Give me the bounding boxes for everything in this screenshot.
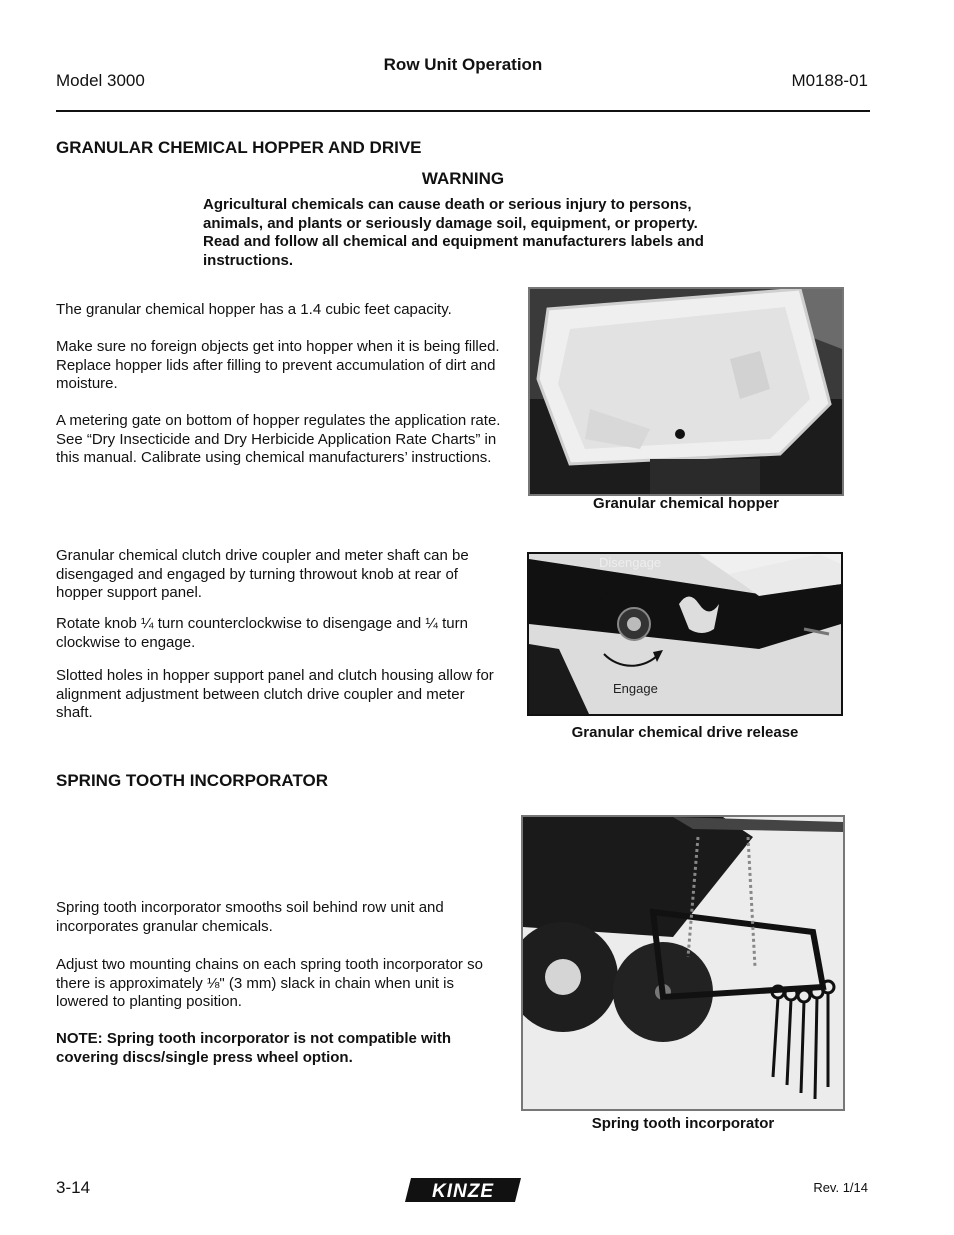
section-title: Row Unit Operation bbox=[383, 55, 543, 74]
compatibility-note: NOTE: Spring tooth incorporator is not compatible with covering discs/single press wheel option. bbox=[56, 1030, 451, 1066]
page-number: 3-14 bbox=[56, 1178, 91, 1197]
engage-label: Engage bbox=[613, 681, 658, 696]
drive-release-caption: Granular chemical drive release bbox=[571, 724, 799, 741]
chain-adjustment-paragraph: Adjust two mounting chains on each spring tooth incorporator so there is approximately ⅛" (3 mm) slack in chain when unit is lowered to planting position. bbox=[56, 956, 483, 1010]
model-label: Model 3000 bbox=[56, 71, 145, 90]
incorporator-photo bbox=[521, 815, 845, 1111]
metering-gate-paragraph: A metering gate on bottom of hopper regulates the application rate. See “Dry Insecticide and Dry Herbicide Application Rate Charts” in this manual. Calibrate using chemical manufacturers’ instructions. bbox=[56, 412, 501, 466]
incorporator-section-heading: SPRING TOOTH INCORPORATOR bbox=[56, 771, 329, 790]
clutch-paragraph: Granular chemical clutch drive coupler and meter shaft can be disengaged and engaged by turning throwout knob at rear of hopper support panel. bbox=[56, 547, 469, 601]
disengage-label: Disengage bbox=[599, 555, 662, 570]
warning-heading: WARNING bbox=[421, 169, 505, 188]
slotted-holes-paragraph: Slotted holes in hopper support panel and clutch housing allow for alignment adjustment between clutch drive coupler and meter shaft. bbox=[56, 667, 494, 721]
drive-release-photo bbox=[527, 552, 843, 716]
revision-label: Rev. 1/14 bbox=[813, 1180, 868, 1195]
hopper-photo bbox=[528, 287, 844, 496]
hopper-capacity-paragraph: The granular chemical hopper has a 1.4 cubic feet capacity. bbox=[56, 301, 452, 318]
rotate-knob-paragraph: Rotate knob ¼ turn counterclockwise to disengage and ¼ turn clockwise to engage. bbox=[56, 615, 468, 651]
hopper-caption: Granular chemical hopper bbox=[593, 495, 779, 512]
header-rule bbox=[56, 110, 870, 112]
hopper-section-heading: GRANULAR CHEMICAL HOPPER AND DRIVE bbox=[56, 138, 422, 157]
hopper-filling-paragraph: Make sure no foreign objects get into hopper when it is being filled. Replace hopper lids after filling to prevent accumulation of dirt and moisture. bbox=[56, 338, 500, 392]
kinze-logo bbox=[403, 1176, 523, 1204]
svg-text:KINZE: KINZE bbox=[432, 1181, 494, 1202]
doc-number: M0188-01 bbox=[791, 71, 868, 90]
incorporator-caption: Spring tooth incorporator bbox=[591, 1115, 775, 1132]
incorporator-description: Spring tooth incorporator smooths soil behind row unit and incorporates granular chemicals. bbox=[56, 899, 444, 935]
warning-text: Agricultural chemicals can cause death or serious injury to persons, animals, and plants or seriously damage soil, equipment, or property. Read and follow all chemical and equipment manufacturers labels and instructions. bbox=[203, 196, 704, 269]
